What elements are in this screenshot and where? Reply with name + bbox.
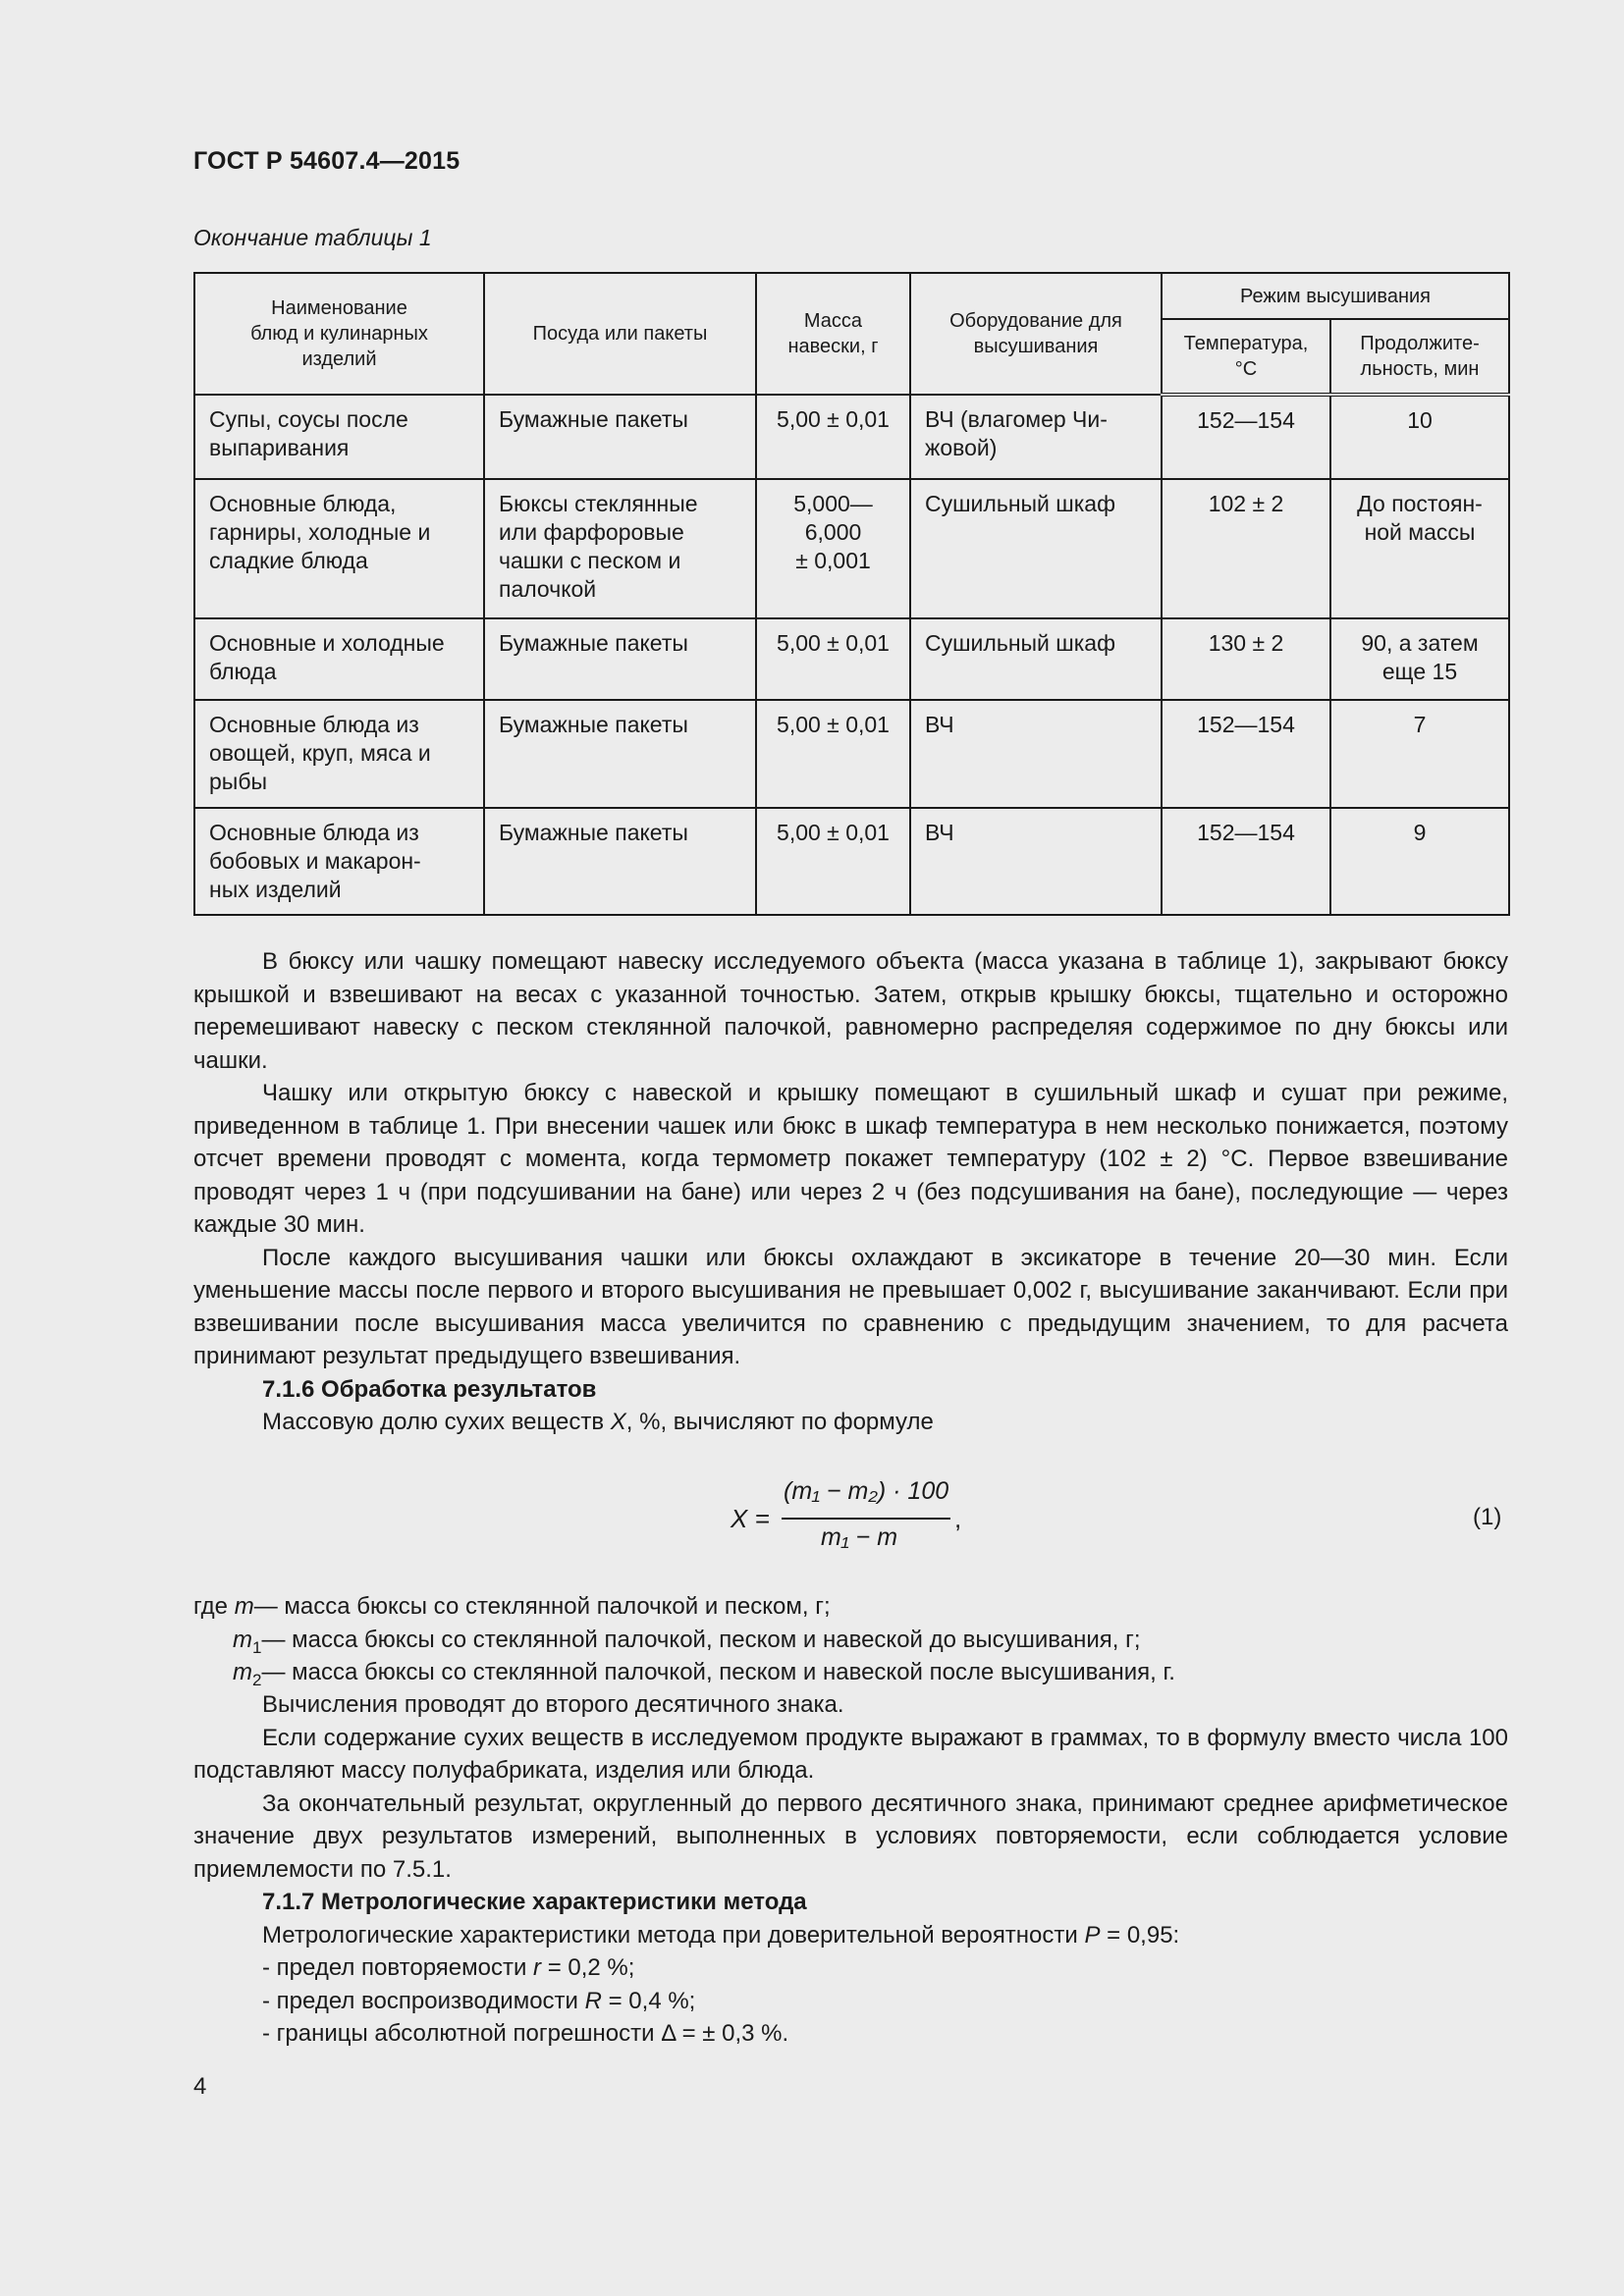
variable: P xyxy=(1084,1921,1101,1949)
procedure-text xyxy=(193,945,1508,1439)
cell-dish: Бюксы стеклянные или фарфоровые чашки с песком и палочкой xyxy=(484,479,756,618)
paragraph: В бюксу или чашку помещают навеску исследуемого объекта (масса указана в таблице 1), закрывают бюксу крышкой и взвешивают на весах с указанной точностью. Затем, открыв крышку бюксы, тщательно и осторожно перемешивают навеску с песком стеклянной палочкой, равномерно распределяя содержимое по дну бюксы или чашки. xyxy=(193,948,1508,1074)
subscript: 2 xyxy=(252,1671,262,1689)
section-heading-7-1-7: 7.1.7 Метрологические характеристики метода xyxy=(262,1889,807,1915)
cell-dish: Бумажные пакеты xyxy=(484,618,756,700)
cell-duration: 9 xyxy=(1330,808,1509,915)
header-name: Наименование блюд и кулинарных изделий xyxy=(194,273,484,395)
cell-dish: Бумажные пакеты xyxy=(484,700,756,808)
cell-equipment: Сушильный шкаф xyxy=(910,479,1162,618)
text-run: - предел повторяемости xyxy=(262,1954,534,1981)
cell-equipment: ВЧ (влагомер Чи- жовой) xyxy=(910,395,1162,479)
cell-mass: 5,00 ± 0,01 xyxy=(756,808,910,915)
legend-desc: — масса бюксы со стеклянной палочкой и песком, г; xyxy=(253,1593,831,1620)
header-temperature: Температура, °С xyxy=(1162,319,1330,395)
variable: X xyxy=(610,1409,626,1435)
list-item xyxy=(193,1985,1508,2018)
cell-equipment: ВЧ xyxy=(910,700,1162,808)
paragraph xyxy=(193,1406,1508,1439)
legend-line-m1 xyxy=(193,1624,1508,1657)
cell-temperature: 130 ± 2 xyxy=(1162,618,1330,700)
legend-desc: — масса бюксы со стеклянной палочкой, песком и навеской до высушивания, г; xyxy=(261,1626,1141,1653)
legend-line-m2 xyxy=(193,1656,1508,1689)
header-equipment: Оборудование для высушивания xyxy=(910,273,1162,395)
cell-name: Основные блюда, гарниры, холодные и сладкие блюда xyxy=(194,479,484,618)
header-duration: Продолжите- льность, мин xyxy=(1330,319,1509,395)
formula-comma: , xyxy=(954,1504,962,1533)
formula-numerator: (m₁ − m₂) · 100 xyxy=(784,1477,949,1505)
standard-header: ГОСТ Р 54607.4—2015 xyxy=(193,147,460,175)
formula-1 xyxy=(727,1472,982,1561)
page-number: 4 xyxy=(193,2073,207,2100)
drying-modes-table xyxy=(193,272,1510,916)
cell-duration: 7 xyxy=(1330,700,1509,808)
header-dish: Посуда или пакеты xyxy=(484,273,756,395)
text-run: = 0,2 %; xyxy=(541,1954,635,1981)
cell-name: Основные блюда из овощей, круп, мяса и рыбы xyxy=(194,700,484,808)
text-run: = 0,95: xyxy=(1100,1921,1180,1949)
subscript: 1 xyxy=(252,1637,262,1657)
paragraph xyxy=(193,1919,1508,1952)
cell-duration: 10 xyxy=(1330,395,1509,479)
formula-denominator: m₁ − m xyxy=(821,1523,898,1551)
cell-mass: 5,00 ± 0,01 xyxy=(756,618,910,700)
list-item xyxy=(193,1951,1508,1985)
cell-temperature: 102 ± 2 xyxy=(1162,479,1330,618)
list-item: - границы абсолютной погрешности Δ = ± 0,3 %. xyxy=(262,2020,789,2047)
paragraph: За окончательный результат, округленный до первого десятичного знака, принимают среднее арифметическое значение двух результатов измерений, выполненных в условиях повторяемости, если соблюдается условие приемлемости по 7.5.1. xyxy=(193,1789,1508,1883)
cell-equipment: Сушильный шкаф xyxy=(910,618,1162,700)
variable: R xyxy=(584,1987,602,2014)
cell-duration: 90, а затем еще 15 xyxy=(1330,618,1509,700)
text-run: Метрологические характеристики метода при доверительной вероятности xyxy=(262,1921,1085,1949)
text-run: - предел воспроизводимости xyxy=(262,1987,585,2014)
fraction-bar xyxy=(782,1518,950,1520)
table-row xyxy=(194,618,1509,700)
cell-equipment: ВЧ xyxy=(910,808,1162,915)
table-row xyxy=(194,479,1509,618)
cell-temperature: 152—154 xyxy=(1162,808,1330,915)
paragraph: После каждого высушивания чашки или бюксы охлаждают в эксикаторе в течение 20—30 мин. Если уменьшение массы после первого и второго высушивания не превышает 0,002 г, высушивание заканчивают. Если при взвешивании после высушивания масса увеличится по сравнению с предыдущим значением, то для расчета принимают результат предыдущего взвешивания. xyxy=(193,1244,1508,1369)
formula-lhs: X = xyxy=(731,1504,770,1533)
paragraph: Вычисления проводят до второго десятичного знака. xyxy=(262,1691,844,1718)
variable: m xyxy=(233,1626,252,1653)
variable: m xyxy=(233,1659,252,1685)
equation-number: (1) xyxy=(1473,1504,1502,1530)
formula-legend xyxy=(193,1590,1508,1689)
cell-temperature: 152—154 xyxy=(1162,700,1330,808)
text-run: = 0,4 %; xyxy=(601,1987,696,2014)
results-text xyxy=(193,1688,1508,2051)
cell-name: Супы, соусы после выпаривания xyxy=(194,395,484,479)
header-drying-mode: Режим высушивания xyxy=(1162,273,1509,319)
variable: m xyxy=(234,1593,254,1620)
text-run: Массовую долю сухих веществ xyxy=(262,1409,611,1435)
cell-name: Основные блюда из бобовых и макарон- ных изделий xyxy=(194,808,484,915)
cell-name: Основные и холодные блюда xyxy=(194,618,484,700)
cell-dish: Бумажные пакеты xyxy=(484,808,756,915)
legend-lead: где xyxy=(193,1593,229,1620)
cell-temperature: 152—154 xyxy=(1162,395,1330,479)
variable: r xyxy=(533,1954,542,1981)
table-row xyxy=(194,395,1509,479)
cell-mass: 5,000— 6,000 ± 0,001 xyxy=(756,479,910,618)
section-heading-7-1-6: 7.1.6 Обработка результатов xyxy=(262,1375,597,1403)
table-row xyxy=(194,700,1509,808)
header-mass: Масса навески, г xyxy=(756,273,910,395)
legend-desc: — масса бюксы со стеклянной палочкой, песком и навеской после высушивания, г. xyxy=(261,1659,1175,1685)
table-caption: Окончание таблицы 1 xyxy=(193,225,432,250)
cell-mass: 5,00 ± 0,01 xyxy=(756,395,910,479)
cell-mass: 5,00 ± 0,01 xyxy=(756,700,910,808)
table-row xyxy=(194,808,1509,915)
paragraph: Если содержание сухих веществ в исследуемом продукте выражают в граммах, то в формулу вместо числа 100 подставляют массу полуфабриката, изделия или блюда. xyxy=(193,1724,1508,1784)
cell-duration: До постоян- ной массы xyxy=(1330,479,1509,618)
text-run: , %, вычисляют по формуле xyxy=(625,1409,934,1435)
paragraph: Чашку или открытую бюксу с навеской и крышку помещают в сушильный шкаф и сушат при режиме, приведенном в таблице 1. При внесении чашек или бюкс в шкаф температура в нем несколько понижается, поэтому отсчет времени проводят с момента, когда термометр покажет температуру (102 ± 2) °С. Первое взвешивание проводят через 1 ч (при подсушивании на бане) или через 2 ч (без подсушивания на бане), последующие — через каждые 30 мин. xyxy=(193,1080,1508,1238)
cell-dish: Бумажные пакеты xyxy=(484,395,756,479)
legend-line-m xyxy=(193,1590,1508,1624)
